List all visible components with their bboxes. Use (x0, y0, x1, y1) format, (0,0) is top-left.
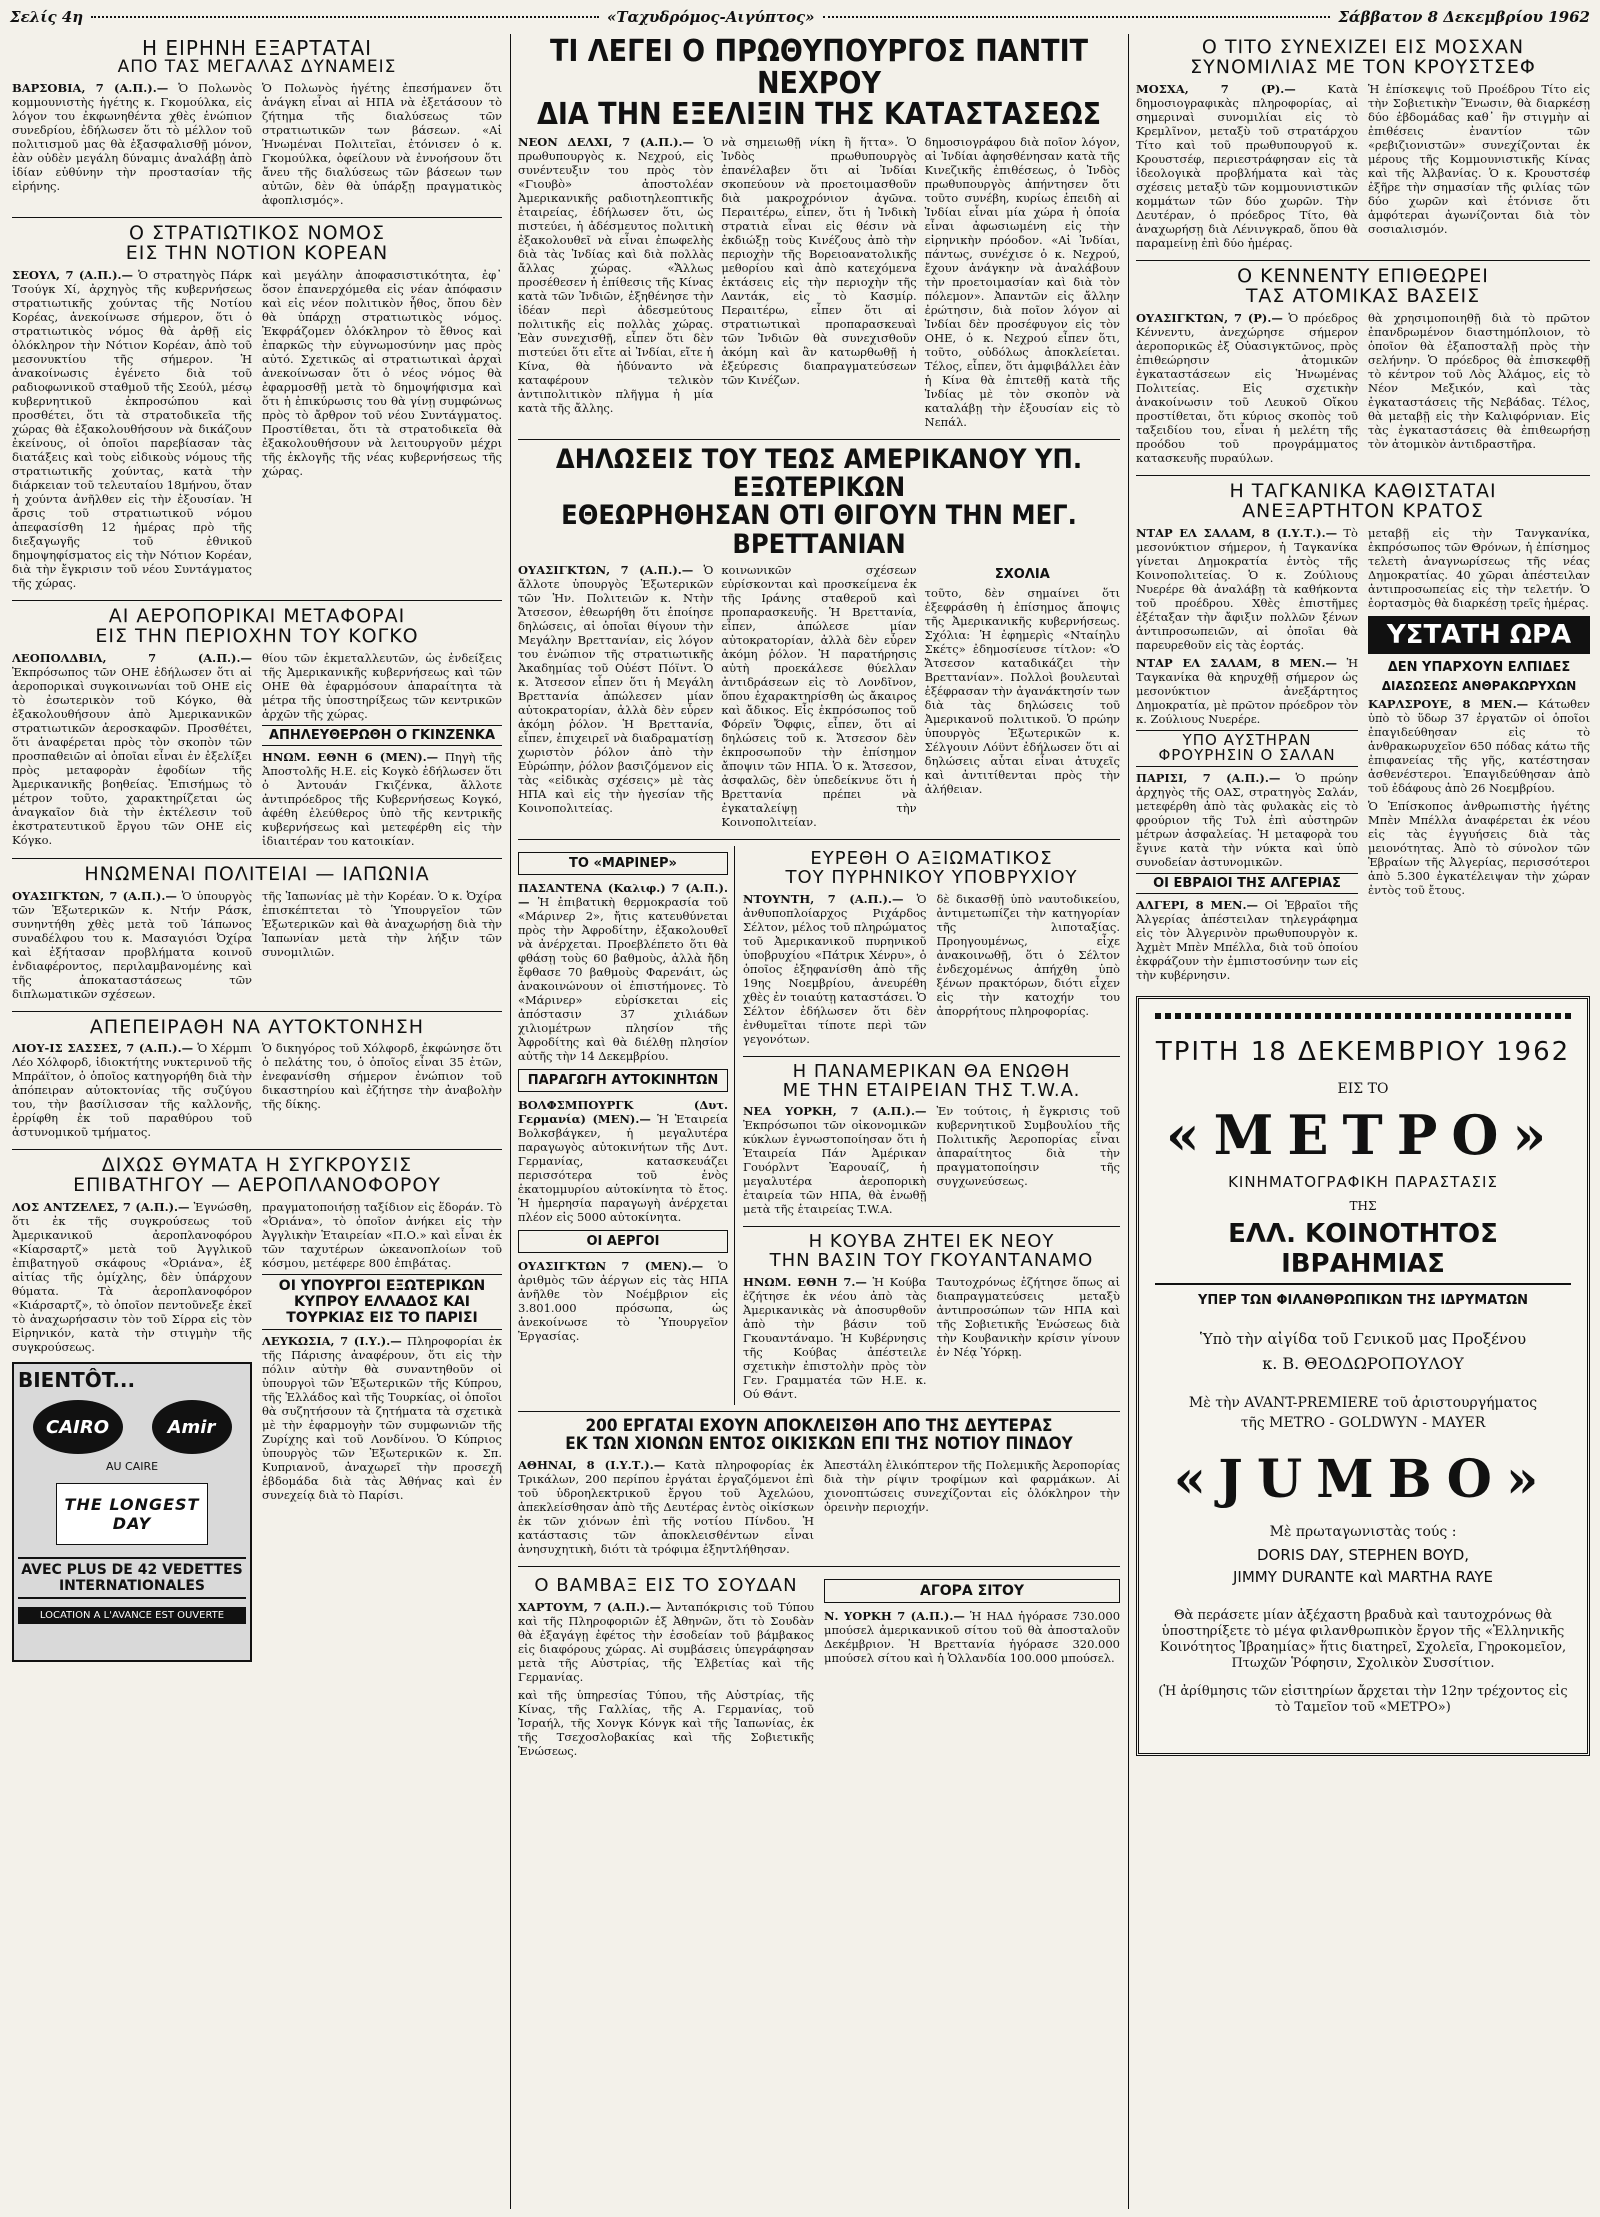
article-text: ΝΤΟΥΝΤΗ, 7 (Α.Π.).— Ὁ ἀνθυποπλοίαρχος Ριχάρδος Σέλτον, μέλος τοῦ πληρώματος τοῦ Ἀμερικανικοῦ πυρηνικοῦ ὑποβρυχίου «Πάτρικ Χένρυ», ὁ ὁποῖος ἐξηφανίσθη ἀπὸ τῆς 19ης Νοεμβρίου, ἀνευρέθη χθὲς ἐν τοιαύτῃ καταστάσει. Ὁ Σέλτον ἐδήλωσεν ὅτι δὲν ἐνθυμεῖται τίποτε περὶ τῶν γεγονότων. (743, 891, 927, 1046)
article-text: ΠΑΣΑΝΤΕΝΑ (Καλιφ.) 7 (Α.Π.).— Ἡ ἐπιβατικὴ θερμοκρασία τοῦ «Μάρινερ 2», ἤτις κατευθύνεται πρὸς τὴν Ἀφροδίτην, ἐξακολουθεῖ νὰ ἀνέρχεται. Προεβλέπετο ὅτι θὰ φθάσῃ τοὺς 60 βαθμοὺς, ἀλλὰ ἤδη ἔφθασε 70 βαθμοὺς Φαρενάιτ, ὡς ἀνακοινώνουν οἱ ἐπιστήμονες. Τὸ «Μάρινερ» εὑρίσκεται εἰς ἀπόστασιν 37 χιλιάδων χιλιομέτρων πλησίον τῆς Ἀφροδίτης καὶ θὰ διέλθῃ πλησίον αὐτῆς τὴν 14 Δεκεμβρίου. (518, 880, 729, 1063)
column-middle (518, 34, 1120, 2209)
subheadline: ΔΕΝ ΥΠΑΡΧΟΥΝ ΕΛΠΙΔΕΣ (1387, 659, 1571, 675)
article-text: ΝΤΑΡ ΕΛ ΣΑΛΑΜ, 8 ΜΕΝ.— Ἡ Ταγκανίκα θὰ κηρυχθῇ σήμερον ὡς μεσονύκτιον ἀνεξάρτητος Δημοκρατία, μὲ πρῶτον πρόεδρον τὸν κ. Ζούλιους Νυερέρε. (1136, 655, 1358, 726)
column-rule (510, 34, 511, 2209)
metro-mgm: τῆς METRO - GOLDWYN - MAYER (1240, 1415, 1486, 1432)
article-text: δημοσιογράφου διὰ ποῖον λόγον, αἱ Ἰνδίαι ἀφησθένησαν κατὰ τῆς Κινεζικῆς ἐπιθέσεως, ὁ Ἰνδὸς πρωθυπουργὸς ἀπήντησεν ὅτι τοῦτο συνέβη, κυρίως ἐπειδὴ αἱ Ἰνδίαι εἶναι μία χώρα ἡ ὁποία εἶναι ἀφωσιωμένη εἰς τὴν εἰρηνικὴν πρόοδον. «Αἱ Ἰνδίαι, πάντως, συνέχισε ὁ κ. Νεχρού, ἔχουν ἀνάγκην νὰ ἀναλάβουν τὴν προετοιμασίαν καὶ διὰ τὸν πόλεμον». Ἀπαντῶν εἰς ἄλλην ἐρώτησιν, διὰ ποῖον λόγον αἱ Ἰνδίαι δὲν προσέφυγον εἰς τὸν ΟΗΕ, ὁ κ. Νεχρού εἶπεν ὅτι, τοῦτο, οὐδόλως ἀποκλείεται. Τέλος, εἶπεν, ὅτι ἀμφιβάλλει ἐὰν ἡ Κίνα θὰ ἐπιτεθῇ κατὰ τῆς Ἰνδίας μὲ τὸν σκοπὸν νὰ καταλάβῃ τὴν ἐξουσίαν εἰς τὸ Νεπάλ. (924, 134, 1120, 429)
article-tanganyika (1136, 479, 1590, 986)
ad-coming-soon: BIENTÔT... (18, 1368, 136, 1393)
subheadline: ΑΠΗΛΕΥΘΕΡΩΘΗ Ο ΓΚΙΝΖΕΝΚΑ (262, 725, 502, 746)
subheadline: ΟΙ ΕΒΡΑΙΟΙ ΤΗΣ ΑΛΓΕΡΙΑΣ (1136, 873, 1358, 894)
metro-consul: κ. Β. ΘΕΟΔΩΡΟΠΟΥΛΟΥ (1262, 1354, 1464, 1374)
article-text: ΗΝΩΜ. ΕΘΝΗ 6 (ΜΕΝ).— Πηγὴ τῆς Ἀποστολῆς Η.Ε. εἰς Κογκὸ ἐδήλωσεν ὅτι ὁ Ἀντουάν Γκιζένκα, ἄλλοτε ἀντιπρόεδρος τῆς Κυβερνήσεως Κογκό, ἀφέθη ἐλεύθερος ὑπὸ τῆς κεντρικῆς κυβερνήσεως καὶ μετεφέρθη εἰς τὴν ἰδιαιτέραν του κατοικίαν. (262, 749, 502, 848)
headline: Η ΤΑΓΚΑΝΙΚΑ ΚΑΘΙΣΤΑΤΑΙ ΑΝΕΞΑΡΤΗΤΟΝ ΚΡΑΤΟΣ (1229, 479, 1497, 522)
article-text: ΟΥΑΣΙΓΚΤΩΝ, 7 (Α.Π.).— Ὁ ὑπουργὸς τῶν Ἐξωτερικῶν κ. Ντήν Ράσκ, συνηντήθη χθὲς μετὰ τοῦ Ἰάπωνος συναδέλφου του κ. Μασαγιόσι Ὀχίρα καὶ ἐξήτασαν προβλήματα κοινοῦ ἐνδιαφέροντος, περιλαμβανομένης καὶ τῆς ἀποκαταστάσεως τῶν διπλωματικῶν σχέσεων. (12, 888, 253, 1001)
article-text: καὶ τῆς ὑπηρεσίας Τύπου, τῆς Αὐστρίας, τῆς Κίνας, τῆς Γαλλίας, τῆς Α. Γερμανίας, τοῦ Ἰσραήλ, τῆς Χονγκ Κόνγκ καὶ τῆς Ἰαπωνίας, ἐκ τῆς Τσεχοσλοβακίας καὶ τῆς Σοβιετικῆς Ἑνώσεως. (518, 1687, 814, 1758)
metro-description: Θὰ περάσετε μίαν ἀξέχαστη βραδυὰ καὶ ταυτοχρόνως θὰ ὑποστηρίξετε τὸ μέγα φιλανθρωπικὸν ἔργον τῆς «Ἑλληνικῆς Κοινότητος Ἰβραημίας» ἥτις διατηρεῖ, Σχολεῖα, Γηροκομεῖον, Πτωχῶν Ῥόφησιν, Σχολικὸν Συσσίτιον. (1159, 1608, 1567, 1672)
metro-organizer: ΕΛΛ. ΚΟΙΝΟΤΗΤΟΣ ΙΒΡΑΗΜΙΑΣ (1155, 1219, 1571, 1285)
headline: Ο ΣΤΡΑΤΙΩΤΙΚΟΣ ΝΟΜΟΣ ΕΙΣ ΤΗΝ ΝΟΤΙΟΝ ΚΟΡΕΑΝ (125, 221, 389, 264)
box-car-production: ΠΑΡΑΓΩΓΗ ΑΥΤΟΚΙΝΗΤΩΝ (518, 1069, 728, 1092)
article-text: Ἀπεστάλη ἐλικόπτερον τῆς Πολεμικῆς Ἀεροπορίας διὰ τὴν ρίψιν τροφίμων καὶ φαρμάκων. Αἱ χιονοπτώσεις συνεχίζονται εἰς ὁλόκληρον τὴν ὀρεινὴν περιοχήν. (824, 1457, 1120, 1514)
ad-booking: LOCATION A L'AVANCE EST OUVERTE (18, 1607, 246, 1624)
article-submarine (743, 847, 1120, 1050)
headline: Ο ΒΑΜΒΑΞ ΕΙΣ ΤΟ ΣΟΥΔΑΝ (534, 1574, 798, 1596)
article-text: δὲ δικασθῇ ὑπὸ ναυτοδικείου, ἀντιμετωπίζει τὴν κατηγορίαν τῆς λιποταξίας. Προηγουμένως, εἶχε ἀνακοινωθῇ, ὅτι ὁ Σέλτον ἐνδεχομένως ἀπήχθη ὑπὸ ξένων πρακτόρων, διότι εἶχεν εἰς τὴν κατοχήν του ἀπορρήτους πληροφορίας. (936, 891, 1120, 1018)
article-text: ΟΥΑΣΙΓΚΤΩΝ, 7 (Ρ).— Ὁ πρόεδρος Κέννεντυ, ἀνεχώρησε σήμερον ἀεροπορικῶς ἐξ Οὐασιγκτῶνος, πρὸς ἐπιθεώρησιν ἀτομικῶν ἐγκαταστάσεων εἰς Ἡνωμένας Πολιτείας. Εἰς σχετικὴν ἀνακοίνωσιν τοῦ Λευκοῦ Οἴκου προστίθεται, ὅτι κύριος σκοπὸς τοῦ ταξειδίου του, εἶναι ἡ μελέτη τῆς προόδου τοῦ προγράμματος κατασκευῆς πυραύλων. (1136, 310, 1358, 465)
article-text: ΛΙΟΥ-ΙΣ ΣΑΣΣΕΣ, 7 (Α.Π.).— Ὁ Χέρμπι Λέο Χόλφορδ, ἰδιοκτήτης νυκτερινοῦ τῆς Μπράϊτον, ὁ ὁποῖος κατηγορήθη διὰ τὴν ἀπόπειραν αὐτοκτονίας τῆς συζύγου του, τὴν βασίλισσαν τῆς καλλονῆς, ἐρρίφθη ἐκ τοῦ παραθύρου τοῦ ἀστυνομικοῦ τμήματος. (12, 1041, 252, 1140)
metro-eis: ΕΙΣ ΤΟ (1337, 1081, 1389, 1098)
article-nehru (518, 36, 1120, 433)
article-text: νὰ σημειωθῇ νίκη ἢ ἥττα». Ὁ Ἰνδὸς πρωθυπουργὸς ἐπανέλαβεν ὅτι αἱ Ἰνδίαι σκοπεύουν νὰ προετοιμασθοῦν διὰ μακροχρόνιον ἀγῶνα. Περαιτέρω, εἶπεν, ὅτι ἡ Ἰνδικὴ στρατιὰ εἶναι εἰς θέσιν νὰ ἐκδιώξῃ τοὺς Κινέζους ἀπὸ τὴν περιοχὴν τῆς Βορειοανατολικῆς μεθορίου καὶ ἀπὸ κατεχόμενα ἐκτάσεις εἰς τὴν περιοχὴν τῆς Λαντάκ, εἰς τὸ Κασμίρ. Περαιτέρω, εἶπεν ὅτι αἱ στρατιωτικαὶ προπαρασκευαὶ τῶν Ἰνδιῶν θὰ συνεχισθοῦν ἀκόμη καὶ ἂν κατωρθωθῇ ἡ ἐξεύρεσις διαπραγματεύσεων τῶν Κινέζων. (721, 134, 917, 387)
metro-tickets: (Ἡ ἀρίθμησις τῶν εἰσιτηρίων ἄρχεται τὴν 12ην τρέχοντος εἰς τὸ Ταμεῖον τοῦ «ΜΕΤΡΟ») (1158, 1684, 1568, 1716)
article-text: ΝΕΑ ΥΟΡΚΗ, 7 (Α.Π.).— Ἐκπρόσωποι τῶν οἰκονομικῶν κύκλων ἐγνωστοποίησαν ὅτι ἡ Ἑταιρεία Πάν Ἀμέρικαν Γουόρλντ Ἐαρουαίζ, ἡ μεγαλυτέρα ἀεροπορικὴ ἑταιρεία τῶν ΗΠΑ, θὰ ἑνωθῇ μετὰ τῆς ἑταιρείας T.W.A. (743, 1104, 927, 1217)
headline: ΤΙ ΛΕΓΕΙ Ο ΠΡΩΘΥΠΟΥΡΓΟΣ ΠΑΝΤΙΤ ΝΕΧΡΟΥ ΔΙΑ ΤΗΝ ΕΞΕΛΙΞΙΝ ΤΗΣ ΚΑΤΑΣΤΑΣΕΩΣ (536, 34, 1102, 132)
article-text: ΒΑΡΣΟΒΙΑ, 7 (Α.Π.).— Ὁ Πολωνὸς κομμουνιστὴς ἡγέτης κ. Γκομούλκα, εἰς λόγον του ἐκφωνηθέντα χθὲς ἐνώπιον συνεδρίου, ἐδήλωσεν ὅτι τὸ μέλλον τοῦ πολιτισμοῦ μας θὰ ἐξασφαλισθῇ μόνον, ἐὰν οὐδὲν μεγάλη δύναμις ἀναλάβῃ ἀπὸ ἰδίαν εὐθύνην τὴν προστασίαν τῆς εἰρήνης. (12, 80, 253, 193)
film-title-longest-day: THE LONGEST DAY (64, 1495, 200, 1534)
masthead (10, 6, 1590, 28)
article-text: Ν. ΥΟΡΚΗ 7 (Α.Π.).— Ἡ ΗΑΔ ἠγόρασε 730.000 μπούσελ ἀμερικανικοῦ σίτου τοῦ θὰ ἀποσταλοῦν Δεκέμβριον. Ἡ Βρεττανία ἠγόρασε 320.000 μπούσελ σίτου καὶ ἡ Ὁλλανδία 100.000 μπούσελ. (824, 1608, 1120, 1665)
article-text: ΟΥΑΣΙΓΚΤΩΝ 7 (ΜΕΝ).— Ὁ ἀριθμὸς τῶν ἀέργων εἰς τὰς ΗΠΑ ἀνῆλθε τὸν Νοέμβριον εἰς 3.801.000 πρόσωπα, ὡς ἀνεκοίνωσε τὸ Ὑπουργεῖον Ἐργασίας. (518, 1258, 729, 1343)
metro-avant: Μὲ τὴν AVANT-PREMIERE τοῦ ἀριστουργήματος (1188, 1395, 1538, 1412)
article-text: μεταβῇ εἰς τὴν Τανγκανίκα, ἐκπρόσωπος τῶν Θρόνων, ἡ ἐπίσημος τελετὴ ἀναγνωρίσεως τῆς νέας Δημοκρατίας. 40 χῶραι ἀπέστειλαν ἀντιπροσωπείας εἰς τὴν τελετήν. Ὁ ἐορτασμὸς θὰ διαρκέσῃ τρεῖς ἡμέρας. (1368, 525, 1590, 610)
article-text: ΒΟΛΦΣΜΠΟΥΡΓΚ (Δυτ. Γερμανία) (ΜΕΝ).— Ἡ Ἑταιρεία Βολκσβάγκεν, ἡ μεγαλυτέρα παραγωγὸς αὐτοκινήτων τῆς Δυτ. Γερμανίας, κατασκευάζει περισσότερα τοῦ ἑνὸς ἑκατομμυρίου αὐτοκίνητα τὸ ἔτος. Ἡ ἡμερησία παραγωγὴ ἀνέρχεται πλέον εἰς 5000 αὐτοκίνητα. (518, 1097, 729, 1224)
article-tito (1136, 38, 1590, 254)
article-text: θίου τῶν ἐκμεταλλευτῶν, ὡς ἐνδείξεις τῆς Ἀμερικανικῆς κυβερνήσεως καὶ τῶν ΟΗΕ θὰ ἐφαρμόσουν ἀπαραίτητα τὰ μέτρα τῆς ὑποστηρίξεως τῶν κεντρικῶν ἀρχῶν τῆς χώρας. (262, 650, 502, 721)
article-text: ΛΕΥΚΩΣΙΑ, 7 (Ι.Υ.).— Πληροφορίαι ἐκ τῆς Πάρισης ἀναφέρουν, ὅτι εἰς τὴν πόλιν αὐτὴν θὰ συναντηθοῦν οἱ ὑπουργοὶ τῶν Ἐξωτερικῶν τῆς Κύπρου, τῆς Ἑλλάδος καὶ τῆς Τουρκίας, οἱ ὁποῖοι θὰ συζητήσουν τὰ ζητήματα τὰ σχετικὰ μὲ τὴν ἐφαρμογὴν τῶν συμφωνιῶν τῆς Ζυρίχης καὶ τοῦ Λονδίνου. Ὁ Κύπριος ὑπουργὸς τῶν Ἐξωτερικῶν κ. Σπ. Κυπριανοῦ, ἀναχωρεῖ τὴν προσεχῆ ἑβδομάδα διὰ τὰς Ἀθήνας καὶ ἐν συνεχείᾳ διὰ τὸ Παρίσι. (262, 1334, 502, 1503)
article-text: Ὁ Ἐπίσκοπος ἀνθρωπιστὴς ἡγέτης Μπὲν Μπέλλα ἀναφέρεται ἐκ νέου εἰς τὰς ἐγγυήσεις διὰ τὰς μειονότητας. Ἀπὸ τὸ σύνολον τῶν Ἑβραίων τῆς Ἀλγερίας, περισσότεροι ἀπὸ 5.300 ἐγκατέλειψαν τὴν χώραν ἐντὸς τοῦ ἔτους. (1368, 798, 1590, 897)
article-text: καὶ μεγάλην ἀποφασιστικότητα, ἐφ᾽ ὅσον ἐπανερχόμεθα εἰς νέαν ἀπόφασιν καὶ εἰς νέον πολιτικὸν ἦθος, ὅπου δὲν θὰ ὑπάρχῃ στρατιωτικὸς νόμος. Ἐκφράζομεν ὁλόκληρον τὸ ἔθνος καὶ ἐπαρκῶς τὴν εὐγνωμοσύνην μας πρὸς αὐτό. Σχετικῶς αἱ στρατιωτικαὶ ἀρχαὶ ἀνεκοίνωσαν ὅτι ὁ νέος νόμος θὰ ἐφαρμοσθῇ μετὰ τὸ δημοψήφισμα καὶ ὅτι ἡ ἐπικύρωσις του θὰ γίνῃ συμφώνως πρὸς τὸ ἄρθρον τοῦ νέου Συντάγματος. Προστίθεται, ὅτι τὰ στρατοδικεῖα θὰ ἐξακολουθήσουν νὰ λειτουργοῦν μέχρι τῆς ἐκλογῆς τῆς νέας κυβερνήσεως τῆς χώρας. (262, 267, 502, 478)
metro-tis: ΤΗΣ (1349, 1199, 1377, 1214)
article-text: Ὁ δικηγόρος τοῦ Χόλφορδ, ἐκφώνησε ὅτι ὁ πελάτης του, ὁ ὁποῖος εἶναι 35 ἐτῶν, ἐνεφανίσθη σήμερον ἐνώπιον τοῦ δικαστηρίου καὶ ἐζήτησε τὴν ἀναβολὴν τῆς δίκης. (262, 1041, 502, 1112)
headline: ΑΙ ΑΕΡΟΠΟΡΙΚΑΙ ΜΕΤΑΦΟΡΑΙ ΕΙΣ ΤΗΝ ΠΕΡΙΟΧΗΝ ΤΟΥ ΚΟΓΚΟ (95, 604, 419, 647)
article-text: ΗΝΩΜ. ΕΘΝΗ 7.— Ἡ Κούβα ἐζήτησε ἐκ νέου ἀπὸ τὰς Ἀμερικανικὰς νὰ ἀποσυρθοῦν ἀπὸ τὴν βάσιν τοῦ Γκουαντάναμο. Ἡ Κυβέρνησις τῆς Κούβας ἀπέστειλε σχετικὴν ἐπιστολὴν πρὸς τὸν Γεν. Γραμματέα τῶν Η.Ε. κ. Ού Θάντ. (743, 1275, 927, 1402)
article-text: ΧΑΡΤΟΥΜ, 7 (Α.Π.).— Ἀνταπόκρισις τοῦ Τύπου καὶ τῆς Πληροφοριῶν ἐξ Ἀθηνῶν, ὅτι τὸ Σουδὰν θὰ ἐξαγάγῃ ἐφέτος τὴν ἐσοδείαν τοῦ βάμβακος εἰς διαφόρους χώρας. Αἱ συμβάσεις ὑπεγράφησαν μετὰ τῆς Αὐστρίας, τῆς Ἑλβετίας καὶ τῆς Γερμανίας. (518, 1599, 815, 1684)
article-cotton (518, 1573, 814, 1762)
metro-cinema: «ΜΕΤΡΟ» (1165, 1103, 1561, 1168)
metro-date: ΤΡΙΤΗ 18 ΔΕΚΕΜΒΡΙΟΥ 1962 (1155, 1037, 1571, 1068)
headline: Ο ΤΙΤΟ ΣΥΝΕΧΙΖΕΙ ΕΙΣ ΜΟΣΧΑΝ ΣΥΝΟΜΙΛΙΑΣ ΜΕ ΤΟΝ ΚΡΟΥΣΤΣΕΦ (1190, 36, 1536, 78)
sub-column (518, 846, 735, 1405)
article-text: Ἡ ἐπίσκεψις τοῦ Προέδρου Τίτο εἰς τὴν Σοβιετικὴν Ἕνωσιν, θὰ διαρκέσῃ δύο ἑβδομάδας καθ᾽ ἣν στιγμὴν αἱ ἐπιθέσεις ἐναντίον τῶν «ρεβιζιονιστῶν» συνεχίζονται ἐκ μέρους τῆς Κομμουνιστικῆς Κίνας καὶ τῆς Ἀλβανίας. Ὁ κ. Κρουστσέφ ἐξῆρε τὴν σημασίαν τῆς φιλίας τῶν δύο χωρῶν καὶ ἐτόνισε ὅτι ἀμφότεραι ἀγωνίζονται διὰ τὸν σοσιαλισμόν. (1368, 81, 1590, 236)
headline: ΑΠΕΠΕΙΡΑΘΗ ΝΑ ΑΥΤΟΚΤΟΝΗΣΗ (89, 1015, 425, 1038)
metro-cast-label: Μὲ πρωταγωνιστὰς τούς : (1269, 1524, 1457, 1541)
headline: ΔΗΛΩΣΕΙΣ ΤΟΥ ΤΕΩΣ ΑΜΕΡΙΚΑΝΟΥ ΥΠ. ΕΞΩΤΕΡΙΚΩΝ ΕΘΕΩΡΗΘΗΣΑΝ ΟΤΙ ΘΙΓΟΥΝ ΤΗΝ ΜΕΓ. ΒΡΕΤΤΑΝΙΑΝ (555, 443, 1083, 560)
headline: Η ΕΙΡΗΝΗ ΕΞΑΡΤΑΤΑΙ ΑΠΟ ΤΑΣ ΜΕΓΑΛΑΣ ΔΥΝΑΜΕΙΣ (117, 36, 397, 77)
article-text: πραγματοποιήσῃ ταξίδιον εἰς ἕδοράν. Τὸ «Ὀριάνα», τὸ ὁποῖον ἀνήκει εἰς τὴν Ἀγγλικὴν Ἑταιρείαν «Π.Ο.» καὶ εἶναι ἐκ τῶν ταχυτέρων ὠκεανοπλοίων τοῦ κόσμου, μετέφερε 800 ἐπιβάτας. (262, 1200, 502, 1271)
ad-city: AU CAIRE (105, 1460, 159, 1474)
subheadline: ΣΧΟΛΙΑ (994, 566, 1050, 582)
headline: Η ΚΟΥΒΑ ΖΗΤΕΙ ΕΚ ΝΕΟΥ ΤΗΝ ΒΑΣΙΝ ΤΟΥ ΓΚΟΥΑΝΤΑΝΑΜΟ (769, 1231, 1094, 1272)
metro-cast: JIMMY DURANTE καὶ MARTHA RAYE (1232, 1568, 1494, 1587)
headline: ΗΝΩΜΕΝΑΙ ΠΟΛΙΤΕΙΑΙ — ΙΑΠΩΝΙΑ (84, 862, 430, 885)
movie-advertisement (12, 1362, 252, 1662)
article-wheat (824, 1573, 1120, 1762)
article-text: ΑΛΓΕΡΙ, 8 ΜΕΝ.— Οἱ Ἑβραῖοι τῆς Ἀλγερίας ἀπέστειλαν τηλεγράφημα εἰς τὸν Ἀλγερινὸν πρωθυπουργὸν κ. Ἀχμὲτ Μπὲν Μπέλλα, διὰ τοῦ ὁποίου ἐκφράζουν τὴν ἐμπιστοσύνην των εἰς τὴν κυβέρνησιν. (1136, 898, 1359, 983)
masthead-rule (823, 16, 1331, 18)
article-text: κοινωνικῶν σχέσεων εὑρίσκονται καὶ προσκείμενα ἐκ τῆς Ιράνης σταθεροῦ καὶ προπαρασκευῆς. Ἡ Βρεττανία, εἶπεν, ἀπώλεσε μίαν αὐτοκρατορίαν, ἀλλὰ δὲν εὗρεν ἀκόμη ῥόλον. Ἡ παρατήρησις αὐτὴ προεκάλεσε θύελλαν ἀντιδράσεων εἰς τὸ Λονδῖνον, ὅπου ἐχαρακτηρίσθη ὡς ἄκαιρος καὶ ἄδικος. Εἷς ἐκπρόσωπος τοῦ Φόρεϊν Ὄφφις, εἶπεν, ὅτι αἱ δηλώσεις τοῦ κ. Ἄτσεσον δὲν ἐκπροσωποῦν τὴν ἐπίσημον ἄποψιν τῶν ΗΠΑ. Ὁ κ. Ἄτσεσον, ἀσφαλῶς, δὲν ὑπεδείκνυε ὅτι ἡ Βρεττανία πρέπει νὰ ἐγκαταλείψῃ τὴν Κοινοπολιτείαν. (721, 562, 917, 829)
headline: Η ΠΑΝΑΜΕΡΙΚΑΝ ΘΑ ΕΝΩΘΗ ΜΕ ΤΗΝ ΕΤΑΙΡΕΙΑΝ ΤΗΣ T.W.A. (782, 1060, 1081, 1101)
headline: ΔΙΧΩΣ ΘΥΜΑΤΑ Η ΣΥΓΚΡΟΥΣΙΣ ΕΠΙΒΑΤΗΓΟΥ — ΑΕΡΟΠΛΑΝΟΦΟΡΟΥ (73, 1154, 441, 1197)
headline: Ο ΚΕΝΝΕΝΤΥ ΕΠΙΘΕΩΡΕΙ ΤΑΣ ΑΤΟΜΙΚΑΣ ΒΑΣΕΙΣ (1237, 264, 1489, 307)
article-suicide (12, 1015, 502, 1144)
article-peace (12, 38, 502, 211)
article-congo (12, 604, 502, 852)
column-rule (1128, 34, 1129, 2209)
article-text: ΛΕΟΠΟΛΔΒΙΛ, 7 (Α.Π.).— Ἐκπρόσωπος τῶν ΟΗΕ ἐδήλωσεν ὅτι αἱ ἀεροπορικαὶ συγκοινωνίαι τοῦ ΟΗΕ εἰς τὸ ἐσωτερικὸν τοῦ Κόγκο, θὰ ἐξακολουθήσουν ἀπὸ Ἀμερικανικῶν στρατιωτικῶν ἀεροσκαφῶν. Προσθέτει, ὅτι ἀναφέρεται πρὸς τὸν σκοπὸν τῶν προσπαθειῶν αἱ ὁποῖαι εἶναι ἐν ἐξελίξει πρὸς μεταφορὰν ἐφοδίων τῆς Ἀμερικανικῆς βοηθείας. Ἐπισήμως τὸ μέτρον τοῦτο, χαρακτηρίζεται ὡς ἀναγκαῖον διὰ τὴν ἐκτέλεσιν τοῦ ἐκστρατευτικοῦ ἔργου τῶν ΟΗΕ εἰς Κόγκο. (12, 650, 252, 847)
article-text: ΑΘΗΝΑΙ, 8 (Ι.Υ.Τ.).— Κατὰ πληροφορίας ἐκ Τρικάλων, 200 περίπου ἐργάται ἐργαζόμενοι ἐπὶ τοῦ ὑδροηλεκτρικοῦ ἔργου τοῦ Ἀχελώου, ἀπεκλείσθησαν ἀπὸ τῆς Δευτέρας ἐντὸς οἰκίσκων ἐκ τῶν χιόνων ἐπὶ τῆς νοτίου Πίνδου. Ἡ κατάστασις τῶν ἀποκλεισθέντων εἶναι ἀνησυχητικὴ, διότι τὰ τρόφιμα ἐξηντλήθησαν. (518, 1457, 814, 1556)
subheadline: ΔΙΑΣΩΣΕΩΣ ΑΝΘΡΑΚΩΡΥΧΩΝ (1381, 678, 1577, 693)
ad-stars: AVEC PLUS DE 42 VEDETTES INTERNATIONALES (18, 1557, 246, 1599)
article-panam (743, 1060, 1120, 1221)
article-text: τῆς Ἰαπωνίας μὲ τὴν Κορέαν. Ὁ κ. Ὀχίρα ἐπισκέπτεται τὸ Ὑπουργεῖον τῶν Ἐξωτερικῶν καὶ θὰ ἀναχωρήσῃ διὰ τὴν Ἰαπωνίαν μετὰ τὴν λήξιν τῶν συνομιλιῶν. (262, 888, 502, 959)
article-text: ΟΥΑΣΙΓΚΤΩΝ, 7 (Α.Π.).— Ὁ ἄλλοτε ὑπουργὸς Ἐξωτερικῶν τῶν Ἡν. Πολιτειῶν κ. Ντὴν Ἄτσεσον, ἐθεωρήθη ὅτι ἐποίησε δηλώσεις, αἱ ὁποῖαι θίγουν τὴν Μεγάλην Βρεττανίαν, εἰς λόγον του ἐνώπιον τῆς στρατιωτικῆς Ἀκαδημίας τοῦ Οὐέστ Πόϊντ. Ὁ κ. Ἄτσεσον εἶπεν ὅτι ἡ Μεγάλη Βρεττανία ἀπώλεσεν μίαν αὐτοκρατορίαν, ἀλλὰ δὲν εὗρεν ἀκόμη ῥόλον. Ἡ Βρεττανία, εἶπεν, ἐπιχειρεῖ νὰ διαδραματίσῃ χωριστὸν ῥόλον ἀπὸ τὴν Εὐρώπην, ῥόλον βασιζόμενον εἰς τὰς «εἰδικὰς σχέσεις» μὲ τὰς ΗΠΑ καὶ εἰς τὴν ἡγεσίαν τῆς Κοινοπολιτείας. (518, 562, 714, 815)
metro-charity: ΥΠΕΡ ΤΩΝ ΦΙΛΑΝΘΡΩΠΙΚΩΝ ΤΗΣ ΙΔΡΥΜΑΤΩΝ (1197, 1293, 1529, 1309)
masthead-rule (91, 16, 599, 18)
headline: ΕΥΡΕΘΗ Ο ΑΞΙΩΜΑΤΙΚΟΣ ΤΟΥ ΠΥΡΗΝΙΚΟΥ ΥΠΟΒΡΥΧΙΟΥ (785, 847, 1078, 888)
article-text: Ταυτοχρόνως ἐζήτησε ὅπως αἱ διαπραγματεύσεις μεταξὺ ἀντιπροσώπων τῶν ΗΠΑ καὶ τῆς Σοβιετικῆς Ἑνώσεως διὰ τὴν Κουβανικὴν κρίσιν γίνουν ἐν Νέᾳ Ὑόρκῃ. (936, 1275, 1120, 1360)
metro-aegis: Ὑπὸ τὴν αἰγίδα τοῦ Γενικοῦ μας Προξένου (1199, 1330, 1527, 1349)
article-text: Ὁ Πολωνὸς ἡγέτης ἐπεσήμανεν ὅτι ἀνάγκη εἶναι αἱ ΗΠΑ νὰ ἐξετάσουν τὸ ζήτημα τῆς διαλύσεως τῶν στρατιωτικῶν των βάσεων. «Αἱ Ἡνωμέναι Πολιτεῖαι, ἐτόνισεν ὁ κ. Γκομούλκα, ὀφείλουν νὰ ἐννοήσουν ὅτι ἄνευ τῆς διαλύσεως τῶν βάσεων των αὐτῶν, δὲν θὰ ὑπάρξῃ πραγματικὸς ἀφοπλισμός». (262, 80, 502, 207)
column-right (1136, 34, 1590, 2209)
article-text: ΝΕΟΝ ΔΕΛΧΙ, 7 (Α.Π.).— Ὁ πρωθυπουργὸς κ. Νεχρού, εἰς συνέντευξιν του πρὸς τὸν «Γιουβὸ» ἀποστολέαν Ἀμερικανικῆς ραδιοτηλεοπτικῆς ἑταιρείας, ἐδήλωσεν ὅτι, ὡς πιστεύει, ἡ ἀδέσμευτος πολιτικὴ ἐξακολουθεῖ νὰ εἶναι ἐπωφελὴς διὰ τὰς Ἰνδίας καὶ διὰ πολλὰς ἄλλας χώρας. «Ἄλλως προσέθεσεν ἡ ἐπίθεσις τῆς Κίνας κατὰ τῶν Ἰνδιῶν, ἐξηθένησε τὴν ἰδέαν περὶ ἀδεσμεύτους πολιτικῆς εἰς πολλὰς χώρας. Ἐὰν συνεχισθῇ, εἶπεν ὅτι δὲν πιστεύει ὅτι εἴτε αἱ Ἰνδίαι, εἴτε ἡ Κίνα, θὰ ἠδύναντο νὰ καταφέρουν τελικὸν ἀντιπολιτικὸν πλῆγμα ἡ μία κατὰ τῆς ἄλλης. (518, 134, 714, 415)
cinema-cairo-logo: CAIRO (33, 1400, 123, 1454)
column-left (12, 34, 502, 2209)
article-text: τοῦτο, δὲν σημαίνει ὅτι ἐξεφράσθη ἡ ἐπίσημος ἄποψις τῆς Ἀμερικανικῆς κυβερνήσεως. Σχόλια: Ἡ ἐφημερὶς «Νταίηλυ Σκέτς» ἐδημοσίευσε τίτλον: «Ὁ Ἄτσεσον καταδικάζει τὴν Βρεττανίαν». Πολλοὶ βουλευταὶ ἐξέφρασαν τὴν ἀγανάκτησίν των διὰ τὰς δηλώσεις τοῦ Ἀμερικανοῦ πολιτικοῦ. Ὁ πρώην ὑπουργὸς Ἐξωτερικῶν κ. Σέλγουιν Λόϋντ ἐδήλωσεν ὅτι αἱ δηλώσεις αὗται εἶναι ἀτυχεῖς καὶ ἀντιτίθενται πρὸς τὴν ἀλήθειαν. (924, 585, 1120, 796)
newspaper-name: «Ταχυδρόμος-Αιγύπτος» (607, 8, 815, 26)
article-kennedy (1136, 264, 1590, 469)
box-mariner: ΤΟ «ΜΑΡΙΝΕΡ» (518, 852, 728, 875)
metro-screening: ΚΙΝΗΜΑΤΟΓΡΑΦΙΚΗ ΠΑΡΑΣΤΑΣΙΣ (1228, 1173, 1498, 1192)
issue-date: Σάββατον 8 Δεκεμβρίου 1962 (1338, 8, 1590, 26)
article-acheson (518, 443, 1120, 833)
article-us-japan (12, 862, 502, 1005)
metro-film-title: «JUMBO» (1173, 1449, 1553, 1511)
article-collision (12, 1156, 502, 1662)
page-number: Σελίς 4η (10, 8, 84, 26)
article-text: ΛΟΣ ΑΝΤΖΕΛΕΣ, 7 (Α.Π.).— Ἐγνώσθη, ὅτι ἐκ τῆς συγκρούσεως τοῦ Ἀμερικανικοῦ ἀεροπλανοφόρου «Κίαρσαρτζ» μετὰ τοῦ Ἀγγλικοῦ ἐπιβατηγοῦ σκάφους «Ὀριάνα», ἐξ αἰτίας τῆς ὁμίχλης, δὲν ὑπάρχουν θύματα. Τὰ ἀεροπλανοφόρον «Κιάρσαρτζ», τὸ ὁποῖον πεντοῦνεξε ἐκεῖ τὸ ἀναχωρήσασιν τὸν τοῦ Σίρρα εἰς τὸν Εἰρηνικόν, κατὰ τὴν στιγμὴν τῆς συγκρούσεως. (12, 1200, 253, 1355)
article-text: Ἐν τούτοις, ἡ ἔγκρισις τοῦ κυβερνητικοῦ Συμβουλίου τῆς Πολιτικῆς Ἀεροπορίας εἶναι ἀπαραίτητος διὰ τὴν πραγματοποίησιν τῆς συγχωνεύσεως. (936, 1104, 1120, 1189)
cinema-amir-logo: Amir (152, 1400, 232, 1454)
article-text: ΣΕΟΥΛ, 7 (Α.Π.).— Ὁ στρατηγὸς Πάρκ Τσούγκ Χί, ἀρχηγὸς τῆς κυβερνήσεως στρατιωτικῆς χούντας τῆς Νοτίου Κορέας, ἀνεκοίνωσε σήμερον, ὅτι ὁ στρατιωτικὸς νόμος θὰ ἀρθῇ εἰς ὁλόκληρον τὴν Νότιον Κορέαν, ἀπὸ τοῦ μεσονυκτίου τῆς σήμερον. Ἡ ἀνακοίνωσις ἐγένετο διὰ τοῦ ραδιοφωνικοῦ σταθμοῦ τῆς Σεούλ, μέσῳ κυβερνητικοῦ ἐκπροσώπου καὶ προσθέτει, ὅτι τὰ στρατοδικεῖα τῆς χώρας θὰ ἐξακολουθήσουν νὰ δικάζουν ἐκείνους, οἱ ὁποῖοι παρεβίασαν τὰς διατάξεις καὶ τοὺς εἰδικοὺς νόμους τῆς στρατιωτικῆς χούντας, κατὰ τὴν διάρκειαν τοῦ τελευταίου 18μήνου, ὅταν ἡ χούντα ἀνῆλθεν εἰς τὴν ἐξουσίαν. Ἡ ἄρσις τοῦ στρατιωτικοῦ νόμου ἀπεφασίσθη 12 ἡμέρας πρὸ τῆς διεξαγωγῆς τοῦ ἐθνικοῦ δημοψηφίσματος εἰς τὴν Νότιον Κορέαν, διὰ τὴν ἔγκρισιν τοῦ νέου Συντάγματος τῆς χώρας. (12, 267, 253, 590)
box-unemployed: ΟΙ ΑΕΡΓΟΙ (518, 1230, 728, 1253)
headline: ΥΠΟ ΑΥΣΤΗΡΑΝ ΦΡΟΥΡΗΣΙΝ Ο ΣΑΛΑΝ (1136, 730, 1358, 768)
article-cuba (743, 1233, 1120, 1405)
article-text: ΜΟΣΧΑ, 7 (Ρ).— Κατὰ δημοσιογραφικὰς πληροφορίας, αἱ σημεριναὶ συνομιλίαι εἰς τὸ Κρεμλῖνον, μεταξὺ τοῦ στρατάρχου Τίτο καὶ τοῦ πρωθυπουργοῦ κ. Κρουστσέφ, περιεστράφησαν εἰς τὰ ἰδεολογικὰ προβλήματα καὶ τὰς σχέσεις μεταξὺ τῶν κομμουνιστικῶν κομμάτων τῶν δύο χωρῶν. Τὴν Δευτέραν, ὁ πρόεδρος Τίτο, θὰ ἀναχωρήσῃ διὰ Λένινγκραδ, ὅπου θὰ παραμείνῃ ἐπὶ δύο ἡμέρας. (1136, 81, 1358, 250)
article-text: ΚΑΡΛΣΡΟΥΕ, 8 ΜΕΝ.— Κάτωθεν ὑπὸ τὸ ὕδωρ 37 ἐργατῶν οἱ ὁποῖοι ἐπαγιδεύθησαν εἰς τὸ ἀνθρακωρυχεῖον 650 πόδας κάτω τῆς ἐπιφανείας τῆς γῆς, κατέστησαν ἀσθενέστεροι. Ἐπαγιδεύθησαν ἀπὸ τοῦ ἐδάφους ἀπὸ 26 Νοεμβρίου. (1368, 696, 1590, 795)
subheadline: ΟΙ ΥΠΟΥΡΓΟΙ ΕΞΩΤΕΡΙΚΩΝ ΚΥΠΡΟΥ ΕΛΛΑΔΟΣ ΚΑΙ ΤΟΥΡΚΙΑΣ ΕΙΣ ΤΟ ΠΑΡΙΣΙ (262, 1274, 502, 1330)
article-text: θὰ χρησιμοποιηθῇ διὰ τὸ πρῶτον ἐπανδρωμένον διαστημόπλοιον, τὸ ὁποῖον θὰ ἐξαποσταλῇ πρὸς τὴν σελήνην. Ὁ πρόεδρος θὰ ἐπισκεφθῇ τὸ κέντρον τοῦ Λὸς Ἀλάμος, εἰς τὸ Νέον Μεξικόν, καὶ τὰς ἐγκαταστάσεις τῆς Νεβάδας. Τέλος, θὰ μεταβῇ εἰς τὴν Καλιφόρνιαν. Εἰς τὰς ἐγκαταστάσεις θὰ ἐπιθεωρήσῃ τὸν ἀτομικὸν ἀντιδραστῆρα. (1368, 310, 1590, 451)
article-korea (12, 221, 502, 594)
article-text: ΠΑΡΙΣΙ, 7 (Α.Π.).— Ὁ πρώην ἀρχηγὸς τῆς ΟΑΣ, στρατηγὸς Σαλάν, μετεφέρθη ἀπὸ τὰς φυλακὰς εἰς τὸ φρούριον τῆς Τυλ ἐπὶ αὐστηρῶν μέτρων ἀσφαλείας. Ἡ μεταφορὰ του ἔγινε κατὰ τὴν νύκτα καὶ ὑπὸ συνοδείαν ἀστυνομικῶν. (1136, 771, 1359, 870)
box-wheat: ΑΓΟΡΑ ΣΙΤΟΥ (824, 1579, 1120, 1603)
metro-cast: DORIS DAY, STEPHEN BOYD, (1256, 1546, 1470, 1565)
headline: 200 ΕΡΓΑΤΑΙ ΕΧΟΥΝ ΑΠΟΚΛΕΙΣΘΗ ΑΠΟ ΤΗΣ ΔΕΥΤΕΡΑΣ ΕΚ ΤΩΝ ΧΙΟΝΩΝ ΕΝΤΟΣ ΟΙΚΙΣΚΩΝ ΕΠΙ ΤΗΣ ΝΟΤΙΟΥ ΠΙΝΔΟΥ (565, 1416, 1073, 1455)
last-hour-banner: ΥΣΤΑΤΗ ΩΡΑ (1368, 616, 1590, 654)
metro-advertisement (1136, 996, 1590, 1756)
article-workers (518, 1418, 1120, 1560)
article-text: ΝΤΑΡ ΕΛ ΣΑΛΑΜ, 8 (Ι.Υ.Τ.).— Τὸ μεσονύκτιον σήμερον, ἡ Ταγκανίκα γίνεται Δημοκρατία ἐντὸς τῆς Κοινοπολιτείας. Ὁ κ. Ζούλιους Νυερέρε θὰ ἀναλάβῃ τὰ καθήκοντα τοῦ προέδρου. Χθὲς ἐπιστῆμες ἐξέταξαν τὴν ἄφιξιν πολλῶν ξένων ἀντιπροσωπειῶν, αἱ ὁποῖαι θὰ παρευρεθοῦν εἰς τὰς ἑορτάς. (1136, 525, 1358, 652)
